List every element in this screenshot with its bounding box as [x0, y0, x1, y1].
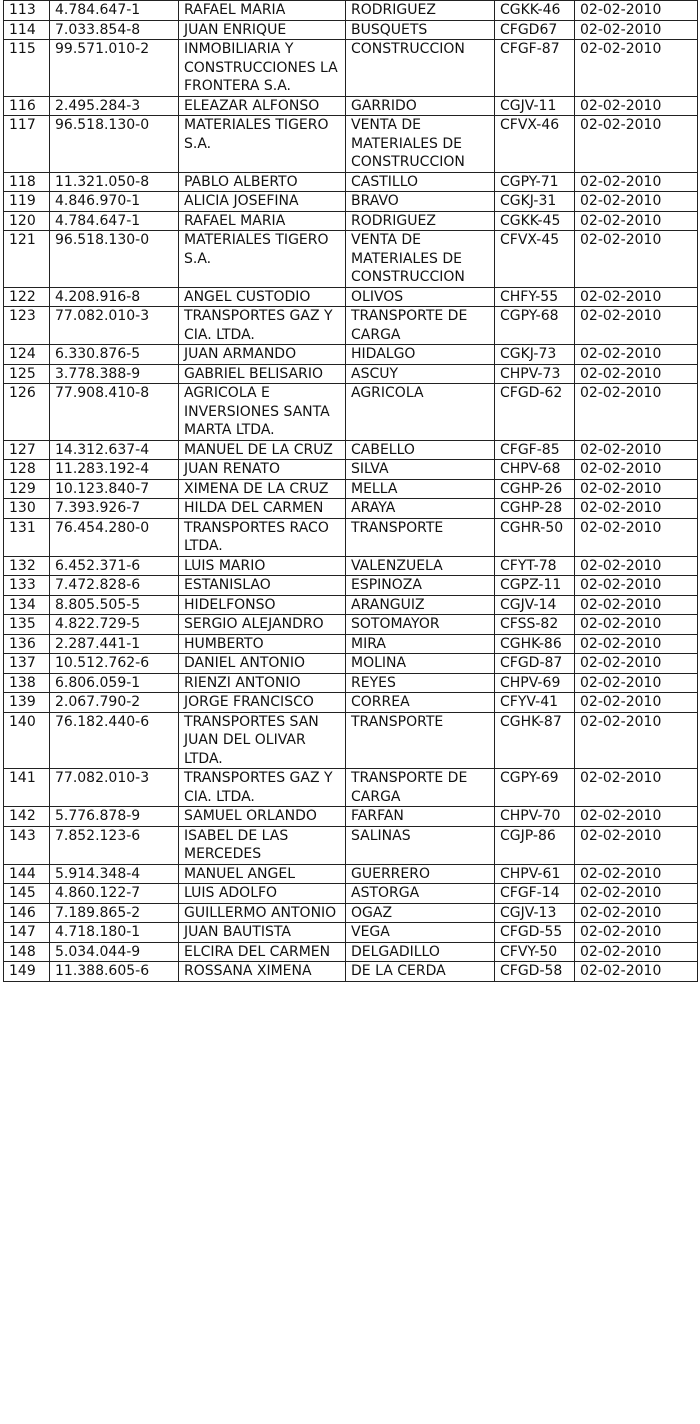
plate-code-cell: CFSS-82	[495, 615, 575, 635]
date-cell: 02-02-2010	[575, 479, 698, 499]
plate-code-cell: CFYV-41	[495, 693, 575, 713]
rut-cell: 7.033.854-8	[50, 20, 179, 40]
rut-cell: 14.312.637-4	[50, 440, 179, 460]
table-row	[4, 576, 698, 596]
first-name-cell: JORGE FRANCISCO	[179, 693, 346, 713]
row-number: 129	[4, 479, 50, 499]
table-row	[4, 460, 698, 480]
first-name-cell: TRANSPORTES SAN JUAN DEL OLIVAR LTDA.	[179, 712, 346, 769]
row-number: 118	[4, 172, 50, 192]
table-row	[4, 826, 698, 864]
table-row	[4, 1, 698, 21]
first-name-cell: ALICIA JOSEFINA	[179, 192, 346, 212]
rut-cell: 4.860.122-7	[50, 884, 179, 904]
last-name-cell: SILVA	[346, 460, 495, 480]
plate-code-cell: CHFY-55	[495, 287, 575, 307]
date-cell: 02-02-2010	[575, 864, 698, 884]
plate-code-cell: CGJP-86	[495, 826, 575, 864]
first-name-cell: JUAN ARMANDO	[179, 345, 346, 365]
row-number: 128	[4, 460, 50, 480]
row-number: 121	[4, 231, 50, 288]
plate-code-cell: CHPV-61	[495, 864, 575, 884]
rut-cell: 3.778.388-9	[50, 364, 179, 384]
first-name-cell: TRANSPORTES GAZ Y CIA. LTDA.	[179, 769, 346, 807]
last-name-cell: BUSQUETS	[346, 20, 495, 40]
rut-cell: 7.189.865-2	[50, 903, 179, 923]
first-name-cell: PABLO ALBERTO	[179, 172, 346, 192]
row-number: 142	[4, 807, 50, 827]
table-row	[4, 884, 698, 904]
table-row	[4, 364, 698, 384]
row-number: 140	[4, 712, 50, 769]
row-number: 119	[4, 192, 50, 212]
date-cell: 02-02-2010	[575, 287, 698, 307]
rut-cell: 4.846.970-1	[50, 192, 179, 212]
first-name-cell: TRANSPORTES GAZ Y CIA. LTDA.	[179, 307, 346, 345]
table-row	[4, 962, 698, 982]
last-name-cell: MOLINA	[346, 654, 495, 674]
plate-code-cell: CFGD-87	[495, 654, 575, 674]
plate-code-cell: CGPY-69	[495, 769, 575, 807]
rut-cell: 99.571.010-2	[50, 40, 179, 97]
row-number: 145	[4, 884, 50, 904]
registry-table-body	[4, 1, 698, 982]
plate-code-cell: CHPV-68	[495, 460, 575, 480]
first-name-cell: XIMENA DE LA CRUZ	[179, 479, 346, 499]
date-cell: 02-02-2010	[575, 499, 698, 519]
plate-code-cell: CGHR-50	[495, 518, 575, 556]
table-row	[4, 518, 698, 556]
table-row	[4, 440, 698, 460]
first-name-cell: ESTANISLAO	[179, 576, 346, 596]
row-number: 137	[4, 654, 50, 674]
last-name-cell: HIDALGO	[346, 345, 495, 365]
rut-cell: 77.082.010-3	[50, 769, 179, 807]
table-row	[4, 231, 698, 288]
table-row	[4, 172, 698, 192]
first-name-cell: TRANSPORTES RACO LTDA.	[179, 518, 346, 556]
row-number: 122	[4, 287, 50, 307]
date-cell: 02-02-2010	[575, 595, 698, 615]
table-row	[4, 40, 698, 97]
plate-code-cell: CGHK-86	[495, 634, 575, 654]
row-number: 147	[4, 923, 50, 943]
first-name-cell: GABRIEL BELISARIO	[179, 364, 346, 384]
date-cell: 02-02-2010	[575, 826, 698, 864]
last-name-cell: ASTORGA	[346, 884, 495, 904]
row-number: 126	[4, 384, 50, 441]
last-name-cell: MELLA	[346, 479, 495, 499]
table-row	[4, 634, 698, 654]
date-cell: 02-02-2010	[575, 211, 698, 231]
row-number: 131	[4, 518, 50, 556]
plate-code-cell: CFVX-46	[495, 116, 575, 173]
plate-code-cell: CFGF-85	[495, 440, 575, 460]
table-row	[4, 864, 698, 884]
table-row	[4, 942, 698, 962]
last-name-cell: GUERRERO	[346, 864, 495, 884]
first-name-cell: ISABEL DE LAS MERCEDES	[179, 826, 346, 864]
first-name-cell: HUMBERTO	[179, 634, 346, 654]
plate-code-cell: CFGD-58	[495, 962, 575, 982]
last-name-cell: TRANSPORTE	[346, 518, 495, 556]
plate-code-cell: CGKJ-73	[495, 345, 575, 365]
first-name-cell: HIDELFONSO	[179, 595, 346, 615]
table-row	[4, 903, 698, 923]
date-cell: 02-02-2010	[575, 807, 698, 827]
date-cell: 02-02-2010	[575, 576, 698, 596]
rut-cell: 4.208.916-8	[50, 287, 179, 307]
table-row	[4, 654, 698, 674]
rut-cell: 6.452.371-6	[50, 556, 179, 576]
date-cell: 02-02-2010	[575, 172, 698, 192]
last-name-cell: RODRIGUEZ	[346, 1, 495, 21]
rut-cell: 77.908.410-8	[50, 384, 179, 441]
last-name-cell: BRAVO	[346, 192, 495, 212]
row-number: 120	[4, 211, 50, 231]
row-number: 132	[4, 556, 50, 576]
rut-cell: 10.123.840-7	[50, 479, 179, 499]
rut-cell: 11.388.605-6	[50, 962, 179, 982]
date-cell: 02-02-2010	[575, 307, 698, 345]
date-cell: 02-02-2010	[575, 116, 698, 173]
rut-cell: 5.776.878-9	[50, 807, 179, 827]
plate-code-cell: CFVX-45	[495, 231, 575, 288]
date-cell: 02-02-2010	[575, 712, 698, 769]
last-name-cell: ESPINOZA	[346, 576, 495, 596]
row-number: 146	[4, 903, 50, 923]
row-number: 141	[4, 769, 50, 807]
date-cell: 02-02-2010	[575, 769, 698, 807]
date-cell: 02-02-2010	[575, 345, 698, 365]
rut-cell: 7.472.828-6	[50, 576, 179, 596]
last-name-cell: ASCUY	[346, 364, 495, 384]
rut-cell: 2.067.790-2	[50, 693, 179, 713]
last-name-cell: CONSTRUCCION	[346, 40, 495, 97]
last-name-cell: TRANSPORTE	[346, 712, 495, 769]
last-name-cell: SOTOMAYOR	[346, 615, 495, 635]
last-name-cell: OLIVOS	[346, 287, 495, 307]
plate-code-cell: CGKJ-31	[495, 192, 575, 212]
date-cell: 02-02-2010	[575, 962, 698, 982]
last-name-cell: DELGADILLO	[346, 942, 495, 962]
date-cell: 02-02-2010	[575, 384, 698, 441]
table-row	[4, 595, 698, 615]
table-row	[4, 116, 698, 173]
last-name-cell: REYES	[346, 673, 495, 693]
row-number: 138	[4, 673, 50, 693]
table-row	[4, 673, 698, 693]
first-name-cell: LUIS ADOLFO	[179, 884, 346, 904]
date-cell: 02-02-2010	[575, 96, 698, 116]
row-number: 125	[4, 364, 50, 384]
plate-code-cell: CGJV-11	[495, 96, 575, 116]
plate-code-cell: CFYT-78	[495, 556, 575, 576]
last-name-cell: ARAYA	[346, 499, 495, 519]
row-number: 117	[4, 116, 50, 173]
row-number: 136	[4, 634, 50, 654]
row-number: 116	[4, 96, 50, 116]
row-number: 124	[4, 345, 50, 365]
first-name-cell: SAMUEL ORLANDO	[179, 807, 346, 827]
table-row	[4, 923, 698, 943]
date-cell: 02-02-2010	[575, 942, 698, 962]
date-cell: 02-02-2010	[575, 673, 698, 693]
plate-code-cell: CFGF-14	[495, 884, 575, 904]
rut-cell: 10.512.762-6	[50, 654, 179, 674]
plate-code-cell: CFGF-87	[495, 40, 575, 97]
first-name-cell: JUAN RENATO	[179, 460, 346, 480]
registry-table	[3, 0, 698, 982]
first-name-cell: MANUEL ANGEL	[179, 864, 346, 884]
rut-cell: 2.495.284-3	[50, 96, 179, 116]
plate-code-cell: CHPV-69	[495, 673, 575, 693]
first-name-cell: MATERIALES TIGERO S.A.	[179, 231, 346, 288]
date-cell: 02-02-2010	[575, 615, 698, 635]
first-name-cell: RAFAEL MARIA	[179, 211, 346, 231]
rut-cell: 4.784.647-1	[50, 1, 179, 21]
rut-cell: 96.518.130-0	[50, 116, 179, 173]
plate-code-cell: CGKK-46	[495, 1, 575, 21]
table-row	[4, 615, 698, 635]
last-name-cell: RODRIGUEZ	[346, 211, 495, 231]
plate-code-cell: CGKK-45	[495, 211, 575, 231]
last-name-cell: OGAZ	[346, 903, 495, 923]
date-cell: 02-02-2010	[575, 884, 698, 904]
first-name-cell: INMOBILIARIA Y CONSTRUCCIONES LA FRONTERA S.A.	[179, 40, 346, 97]
last-name-cell: TRANSPORTE DE CARGA	[346, 769, 495, 807]
plate-code-cell: CGPY-68	[495, 307, 575, 345]
rut-cell: 5.034.044-9	[50, 942, 179, 962]
first-name-cell: ELEAZAR ALFONSO	[179, 96, 346, 116]
first-name-cell: LUIS MARIO	[179, 556, 346, 576]
first-name-cell: MATERIALES TIGERO S.A.	[179, 116, 346, 173]
first-name-cell: MANUEL DE LA CRUZ	[179, 440, 346, 460]
last-name-cell: AGRICOLA	[346, 384, 495, 441]
rut-cell: 11.283.192-4	[50, 460, 179, 480]
first-name-cell: JUAN BAUTISTA	[179, 923, 346, 943]
last-name-cell: GARRIDO	[346, 96, 495, 116]
table-row	[4, 96, 698, 116]
rut-cell: 7.393.926-7	[50, 499, 179, 519]
plate-code-cell: CGHK-87	[495, 712, 575, 769]
last-name-cell: SALINAS	[346, 826, 495, 864]
plate-code-cell: CGHP-28	[495, 499, 575, 519]
first-name-cell: AGRICOLA E INVERSIONES SANTA MARTA LTDA.	[179, 384, 346, 441]
table-row	[4, 807, 698, 827]
date-cell: 02-02-2010	[575, 518, 698, 556]
row-number: 115	[4, 40, 50, 97]
rut-cell: 7.852.123-6	[50, 826, 179, 864]
row-number: 113	[4, 1, 50, 21]
last-name-cell: VALENZUELA	[346, 556, 495, 576]
last-name-cell: MIRA	[346, 634, 495, 654]
row-number: 149	[4, 962, 50, 982]
rut-cell: 4.822.729-5	[50, 615, 179, 635]
rut-cell: 8.805.505-5	[50, 595, 179, 615]
last-name-cell: VENTA DE MATERIALES DE CONSTRUCCION	[346, 231, 495, 288]
table-row	[4, 345, 698, 365]
date-cell: 02-02-2010	[575, 231, 698, 288]
date-cell: 02-02-2010	[575, 556, 698, 576]
row-number: 134	[4, 595, 50, 615]
plate-code-cell: CGJV-13	[495, 903, 575, 923]
rut-cell: 96.518.130-0	[50, 231, 179, 288]
first-name-cell: DANIEL ANTONIO	[179, 654, 346, 674]
last-name-cell: TRANSPORTE DE CARGA	[346, 307, 495, 345]
row-number: 139	[4, 693, 50, 713]
date-cell: 02-02-2010	[575, 634, 698, 654]
plate-code-cell: CGHP-26	[495, 479, 575, 499]
date-cell: 02-02-2010	[575, 460, 698, 480]
first-name-cell: SERGIO ALEJANDRO	[179, 615, 346, 635]
row-number: 127	[4, 440, 50, 460]
date-cell: 02-02-2010	[575, 1, 698, 21]
rut-cell: 2.287.441-1	[50, 634, 179, 654]
rut-cell: 76.182.440-6	[50, 712, 179, 769]
table-row	[4, 211, 698, 231]
table-row	[4, 693, 698, 713]
last-name-cell: ARANGUIZ	[346, 595, 495, 615]
rut-cell: 76.454.280-0	[50, 518, 179, 556]
row-number: 114	[4, 20, 50, 40]
table-row	[4, 769, 698, 807]
date-cell: 02-02-2010	[575, 903, 698, 923]
table-row	[4, 712, 698, 769]
plate-code-cell: CFVY-50	[495, 942, 575, 962]
date-cell: 02-02-2010	[575, 923, 698, 943]
row-number: 123	[4, 307, 50, 345]
table-row	[4, 287, 698, 307]
table-row	[4, 20, 698, 40]
first-name-cell: ROSSANA XIMENA	[179, 962, 346, 982]
first-name-cell: GUILLERMO ANTONIO	[179, 903, 346, 923]
row-number: 148	[4, 942, 50, 962]
plate-code-cell: CFGD67	[495, 20, 575, 40]
first-name-cell: ANGEL CUSTODIO	[179, 287, 346, 307]
first-name-cell: JUAN ENRIQUE	[179, 20, 346, 40]
plate-code-cell: CFGD-62	[495, 384, 575, 441]
rut-cell: 77.082.010-3	[50, 307, 179, 345]
date-cell: 02-02-2010	[575, 693, 698, 713]
row-number: 130	[4, 499, 50, 519]
plate-code-cell: CGPY-71	[495, 172, 575, 192]
last-name-cell: VEGA	[346, 923, 495, 943]
first-name-cell: RIENZI ANTONIO	[179, 673, 346, 693]
table-row	[4, 556, 698, 576]
plate-code-cell: CGJV-14	[495, 595, 575, 615]
row-number: 133	[4, 576, 50, 596]
rut-cell: 4.784.647-1	[50, 211, 179, 231]
date-cell: 02-02-2010	[575, 364, 698, 384]
plate-code-cell: CHPV-73	[495, 364, 575, 384]
plate-code-cell: CFGD-55	[495, 923, 575, 943]
first-name-cell: ELCIRA DEL CARMEN	[179, 942, 346, 962]
rut-cell: 6.806.059-1	[50, 673, 179, 693]
table-row	[4, 499, 698, 519]
last-name-cell: CORREA	[346, 693, 495, 713]
rut-cell: 11.321.050-8	[50, 172, 179, 192]
table-row	[4, 384, 698, 441]
date-cell: 02-02-2010	[575, 192, 698, 212]
date-cell: 02-02-2010	[575, 40, 698, 97]
last-name-cell: FARFAN	[346, 807, 495, 827]
last-name-cell: DE LA CERDA	[346, 962, 495, 982]
last-name-cell: CASTILLO	[346, 172, 495, 192]
date-cell: 02-02-2010	[575, 440, 698, 460]
date-cell: 02-02-2010	[575, 654, 698, 674]
last-name-cell: CABELLO	[346, 440, 495, 460]
first-name-cell: HILDA DEL CARMEN	[179, 499, 346, 519]
row-number: 144	[4, 864, 50, 884]
plate-code-cell: CGPZ-11	[495, 576, 575, 596]
row-number: 143	[4, 826, 50, 864]
first-name-cell: RAFAEL MARIA	[179, 1, 346, 21]
table-row	[4, 307, 698, 345]
rut-cell: 5.914.348-4	[50, 864, 179, 884]
table-row	[4, 192, 698, 212]
table-row	[4, 479, 698, 499]
date-cell: 02-02-2010	[575, 20, 698, 40]
last-name-cell: VENTA DE MATERIALES DE CONSTRUCCION	[346, 116, 495, 173]
row-number: 135	[4, 615, 50, 635]
plate-code-cell: CHPV-70	[495, 807, 575, 827]
rut-cell: 4.718.180-1	[50, 923, 179, 943]
rut-cell: 6.330.876-5	[50, 345, 179, 365]
